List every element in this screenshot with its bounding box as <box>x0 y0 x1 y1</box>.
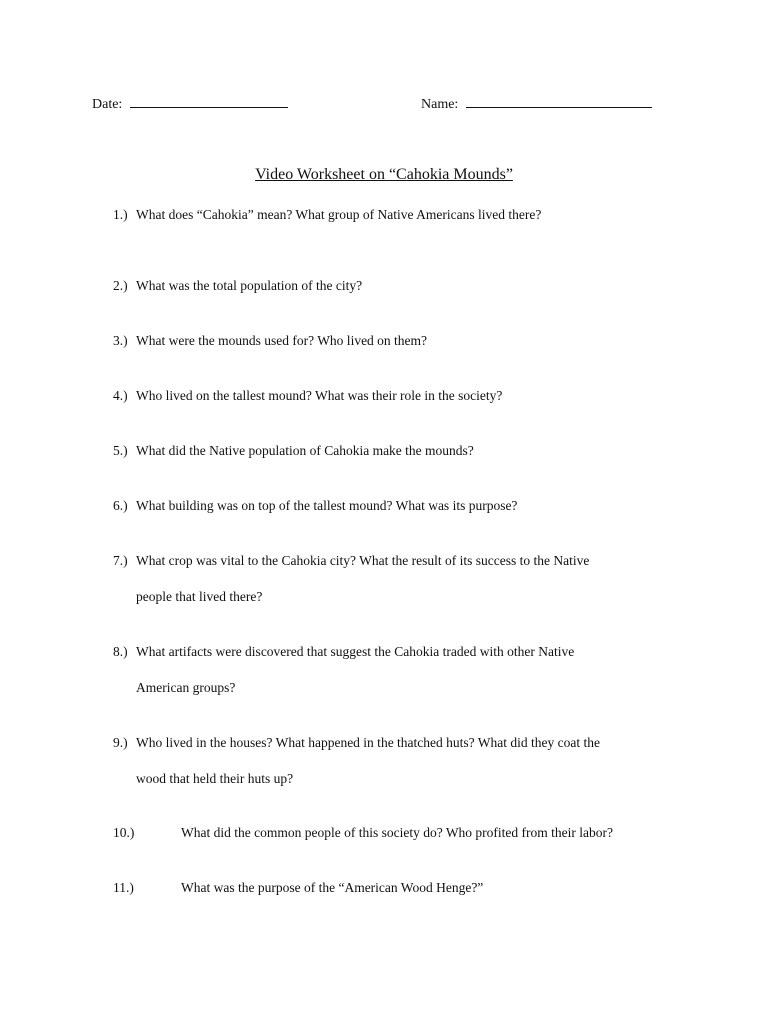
question-7 <box>113 543 589 615</box>
question-text: Who lived in the houses? What happened in the thatched huts? What did they coat the <box>136 735 600 750</box>
question-text: What does “Cahokia” mean? What group of Native Americans lived there? <box>136 207 542 222</box>
question-text: What crop was vital to the Cahokia city? What the result of its success to the Native <box>136 553 590 568</box>
question-text: What were the mounds used for? Who lived on them? <box>136 333 428 348</box>
question-text: What did the common people of this society do? Who profited from their labor? <box>181 825 614 840</box>
date-field <box>92 93 288 113</box>
question-text-continued: wood that held their huts up? <box>136 771 294 786</box>
worksheet-title: Video Worksheet on “Cahokia Mounds” <box>255 166 513 183</box>
question-text: Who lived on the tallest mound? What was their role in the society? <box>136 388 503 403</box>
question-11 <box>113 870 483 906</box>
question-text: What artifacts were discovered that suggest the Cahokia traded with other Native <box>136 644 575 659</box>
question-text-continued: American groups? <box>136 680 236 695</box>
question-number: 5.) <box>113 443 128 458</box>
question-9 <box>113 725 600 797</box>
question-number: 6.) <box>113 498 128 513</box>
name-blank-line[interactable] <box>466 93 652 108</box>
question-3 <box>113 323 427 359</box>
date-blank-line[interactable] <box>130 93 288 108</box>
question-number: 8.) <box>113 644 128 659</box>
question-number: 11.) <box>113 880 134 895</box>
date-label: Date: <box>92 97 123 112</box>
question-number: 3.) <box>113 333 128 348</box>
question-text: What was the total population of the city? <box>136 278 363 293</box>
question-1 <box>113 197 541 233</box>
question-6 <box>113 488 517 524</box>
question-text: What building was on top of the tallest mound? What was its purpose? <box>136 498 518 513</box>
question-4 <box>113 378 502 414</box>
header-row <box>92 93 662 113</box>
question-text-continued: people that lived there? <box>136 589 263 604</box>
question-number: 10.) <box>113 825 135 840</box>
name-label: Name: <box>421 97 459 112</box>
question-2 <box>113 268 362 304</box>
question-text: What was the purpose of the “American Wood Henge?” <box>181 880 484 895</box>
question-number: 1.) <box>113 207 128 222</box>
question-number: 2.) <box>113 278 128 293</box>
question-10 <box>113 815 613 851</box>
question-number: 7.) <box>113 553 128 568</box>
question-8 <box>113 634 574 706</box>
question-text: What did the Native population of Cahokia make the mounds? <box>136 443 474 458</box>
name-field <box>421 93 652 113</box>
question-number: 4.) <box>113 388 128 403</box>
question-number: 9.) <box>113 735 128 750</box>
question-5 <box>113 433 474 469</box>
